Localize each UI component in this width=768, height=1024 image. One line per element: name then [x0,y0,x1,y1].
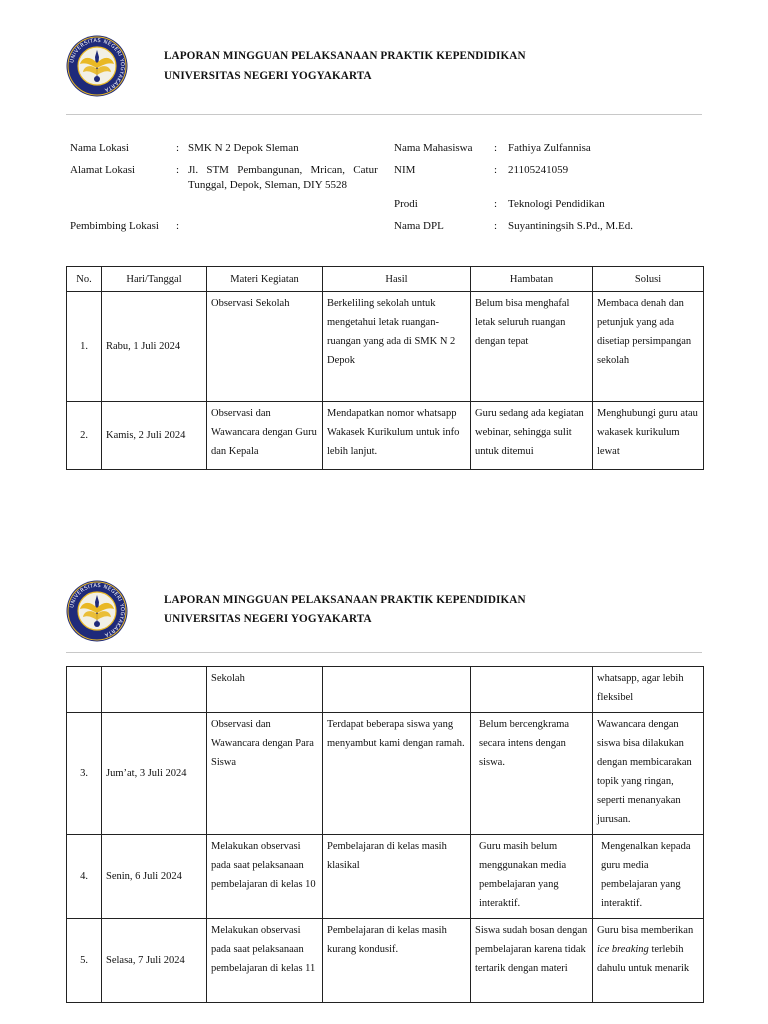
separator: : [494,142,498,154]
separator: : [176,220,180,232]
header-divider [66,114,702,115]
cell-solusi: whatsapp, agar lebih fleksibel [593,667,704,713]
cell-materi: Observasi Sekolah [207,292,323,402]
cell-hasil: Terdapat beberapa siswa yang menyambut kami dengan ramah. [323,713,471,835]
cell-hambatan: Guru masih belum menggunakan media pembelajaran yang interaktif. [471,835,593,919]
nim-value: 21105241059 [508,164,569,176]
dpl-label: Nama DPL [394,220,444,232]
col-header-tanggal: Hari/Tanggal [102,267,207,292]
col-header-materi: Materi Kegiatan [207,267,323,292]
nama-mahasiswa-label: Nama Mahasiswa [394,142,473,154]
solusi-text-post: terlebih dahulu untuk menarik [597,944,690,974]
table-row [67,835,704,919]
university-name: UNIVERSITAS NEGERI YOGYAKARTA [164,70,372,82]
nim-label: NIM [394,164,416,176]
cell-hasil: Pembelajaran di kelas masih klasikal [323,835,471,919]
cell-solusi: Membaca denah dan petunjuk yang ada disetiap persimpangan sekolah [593,292,704,402]
cell-no: 4. [67,835,102,919]
cell-tanggal: Rabu, 1 Juli 2024 [102,292,207,402]
cell-hambatan [471,667,593,713]
separator: : [176,164,180,176]
report-title: LAPORAN MINGGUAN PELAKSANAAN PRAKTIK KEPENDIDIKAN [164,50,526,62]
cell-tanggal: Kamis, 2 Juli 2024 [102,402,207,470]
separator: : [494,164,498,176]
cell-no: 1. [67,292,102,402]
activity-table-page-1 [66,266,704,470]
cell-solusi [593,919,704,1003]
cell-tanggal: Selasa, 7 Juli 2024 [102,919,207,1003]
activity-table-page-2 [66,666,704,1003]
cell-solusi: Wawancara dengan siswa bisa dilakukan dengan membicarakan topik yang ringan, seperti menanyakan jurusan. [593,713,704,835]
uny-seal-icon [66,580,128,642]
cell-solusi: Mengenalkan kepada guru media pembelajaran yang interaktif. [593,835,704,919]
col-header-hambatan: Hambatan [471,267,593,292]
cell-hambatan: Siswa sudah bosan dengan pembelajaran karena tidak tertarik dengan materi [471,919,593,1003]
cell-tanggal: Senin, 6 Juli 2024 [102,835,207,919]
university-name: UNIVERSITAS NEGERI YOGYAKARTA [164,613,372,625]
cell-hasil: Berkeliling sekolah untuk mengetahui letak ruangan-ruangan yang ada di SMK N 2 Depok [323,292,471,402]
dpl-value: Suyantiningsih S.Pd., M.Ed. [508,220,633,232]
cell-tanggal [102,667,207,713]
report-title: LAPORAN MINGGUAN PELAKSANAAN PRAKTIK KEPENDIDIKAN [164,594,526,606]
svg-text:UNIVERSITAS NEGERI YOGYAKARTA: UNIVERSITAS NEGERI YOGYAKARTA [69,582,126,638]
solusi-text-emphasis: ice breaking [597,944,649,955]
alamat-lokasi-value-2: Tunggal, Depok, Sleman, DIY 5528 [188,179,347,191]
cell-hambatan: Belum bercengkrama secara intens dengan siswa. [471,713,593,835]
cell-materi: Observasi dan Wawancara dengan Para Siswa [207,713,323,835]
cell-materi: Observasi dan Wawancara dengan Guru dan Kepala [207,402,323,470]
separator: : [176,142,180,154]
solusi-text-pre: Guru bisa memberikan [597,925,694,936]
col-header-no: No. [67,267,102,292]
cell-materi: Melakukan observasi pada saat pelaksanaan pembelajaran di kelas 11 [207,919,323,1003]
cell-tanggal: Jum’at, 3 Juli 2024 [102,713,207,835]
cell-no: 5. [67,919,102,1003]
separator: : [494,220,498,232]
table-row [67,919,704,1003]
nama-lokasi-value: SMK N 2 Depok Sleman [188,142,299,154]
nama-mahasiswa-value: Fathiya Zulfannisa [508,142,591,154]
header-divider [66,652,702,653]
cell-hambatan: Belum bisa menghafal letak seluruh ruangan dengan tepat [471,292,593,402]
table-row [67,292,704,402]
alamat-lokasi-label: Alamat Lokasi [70,164,136,176]
alamat-lokasi-value-1: Jl. STM Pembangunan, Mrican, Catur [188,164,378,176]
svg-text:UNIVERSITAS NEGERI YOGYAKARTA: UNIVERSITAS NEGERI YOGYAKARTA [69,37,126,93]
cell-solusi: Menghubungi guru atau wakasek kurikulum lewat [593,402,704,470]
separator: : [494,198,498,210]
cell-hasil [323,667,471,713]
prodi-label: Prodi [394,198,418,210]
cell-no [67,667,102,713]
col-header-hasil: Hasil [323,267,471,292]
cell-materi: Sekolah [207,667,323,713]
cell-hasil: Pembelajaran di kelas masih kurang kondusif. [323,919,471,1003]
table-row [67,713,704,835]
table-row [67,667,704,713]
col-header-solusi: Solusi [593,267,704,292]
pembimbing-label: Pembimbing Lokasi [70,220,159,232]
cell-hambatan: Guru sedang ada kegiatan webinar, sehingga sulit untuk ditemui [471,402,593,470]
cell-materi: Melakukan observasi pada saat pelaksanaan pembelajaran di kelas 10 [207,835,323,919]
cell-hasil: Mendapatkan nomor whatsapp Wakasek Kurikulum untuk info lebih lanjut. [323,402,471,470]
table-header-row [67,267,704,292]
cell-no: 2. [67,402,102,470]
table-row [67,402,704,470]
prodi-value: Teknologi Pendidikan [508,198,605,210]
nama-lokasi-label: Nama Lokasi [70,142,129,154]
cell-no: 3. [67,713,102,835]
uny-seal-icon [66,35,128,97]
